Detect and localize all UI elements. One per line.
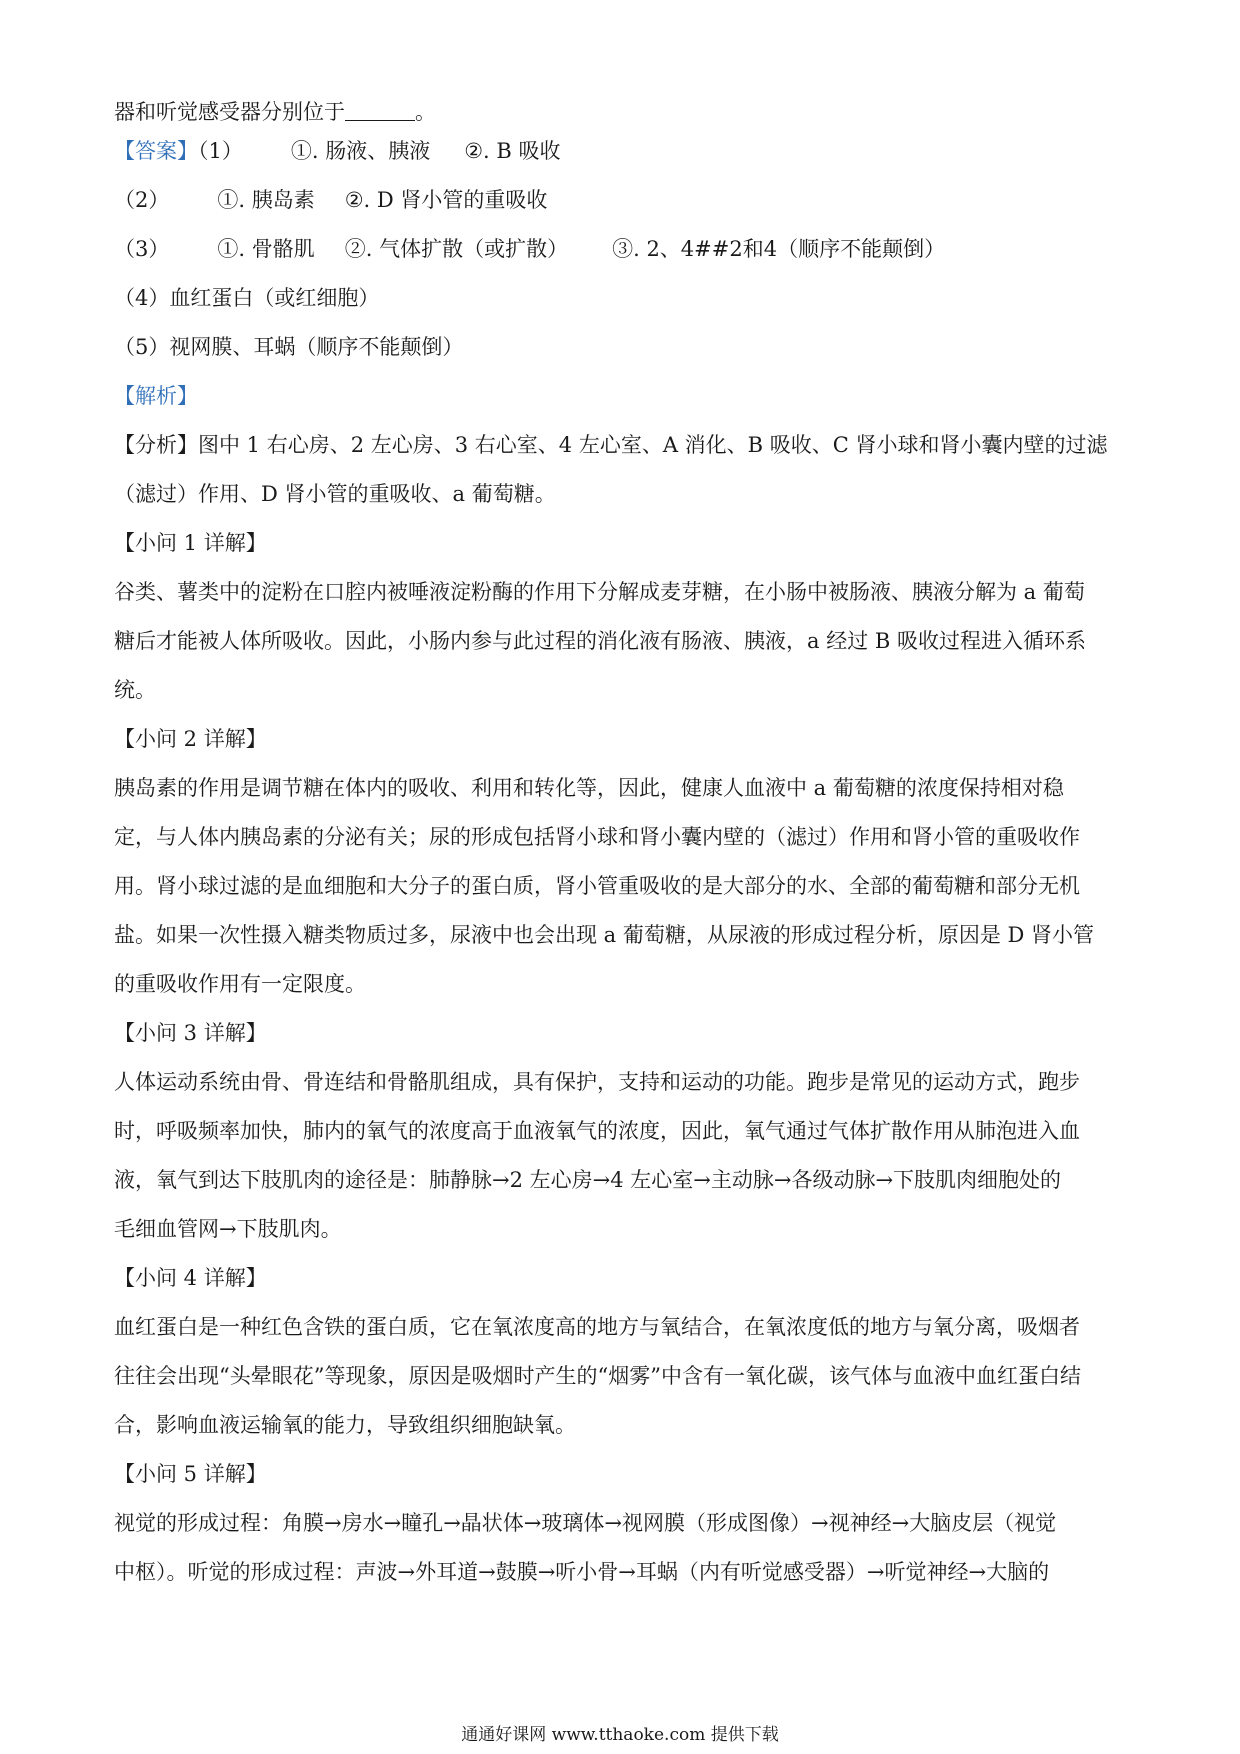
answer-part: ①. 胰岛素 <box>217 188 315 212</box>
answer-part: ①. 骨骼肌 <box>217 237 315 261</box>
answer-line-5: （5）视网膜、耳蜗（顺序不能颠倒） <box>114 335 464 359</box>
paragraph-line: 合，影响血液运输氧的能力，导致组织细胞缺氧。 <box>114 1413 576 1437</box>
paragraph-line: 往往会出现“头晕眼花”等现象，原因是吸烟时产生的“烟雾”中含有一氧化碳，该气体与血液中血红蛋白结 <box>114 1364 1081 1388</box>
paragraph-line: 定，与人体内胰岛素的分泌有关；尿的形成包括肾小球和肾小囊内壁的（滤过）作用和肾小管的重吸收作 <box>114 825 1080 849</box>
paragraph-line: 毛细血管网→下肢肌肉。 <box>114 1217 342 1241</box>
text-fragment: 。 <box>415 100 436 124</box>
analysis-text: （滤过）作用、D 肾小管的重吸收、a 葡萄糖。 <box>114 482 556 506</box>
paragraph-line: 盐。如果一次性摄入糖类物质过多，尿液中也会出现 a 葡萄糖，从尿液的形成过程分析，原因是 D 肾小管 <box>114 923 1095 947</box>
subquestion-heading: 【小问 5 详解】 <box>114 1462 267 1486</box>
text-line <box>114 97 1134 127</box>
subquestion-heading: 【小问 4 详解】 <box>114 1266 267 1290</box>
answer-part: ②. 气体扩散（或扩散） <box>344 237 569 261</box>
paragraph-line: 液，氧气到达下肢肌肉的途径是：肺静脉→2 左心房→4 左心室→主动脉→各级动脉→下肢肌肉细胞处的 <box>114 1168 1062 1192</box>
answer-part: ②. D 肾小管的重吸收 <box>344 188 548 212</box>
answer-part: ②. B 吸收 <box>464 139 561 163</box>
paragraph-line: 的重吸收作用有一定限度。 <box>114 972 366 996</box>
text-fragment: 器和听觉感受器分别位于 <box>114 100 345 124</box>
answer-line-4: （4）血红蛋白（或红细胞） <box>114 286 380 310</box>
paragraph-line: 中枢）。听觉的形成过程：声波→外耳道→鼓膜→听小骨→耳蜗（内有听觉感受器）→听觉神经→大脑的 <box>114 1560 1050 1584</box>
answer-part: ③. 2、4##2和4（顺序不能颠倒） <box>612 237 946 261</box>
answer-number: （1） <box>198 139 243 163</box>
analysis-text: 【分析】图中 1 右心房、2 左心房、3 右心室、4 左心室、A 消化、B 吸收、C 肾小球和肾小囊内壁的过滤 <box>114 433 1108 457</box>
paragraph-line: 谷类、薯类中的淀粉在口腔内被唾液淀粉酶的作用下分解成麦芽糖，在小肠中被肠液、胰液分解为 a 葡萄 <box>114 580 1085 604</box>
subquestion-heading: 【小问 2 详解】 <box>114 727 267 751</box>
paragraph-line: 用。肾小球过滤的是血细胞和大分子的蛋白质，肾小管重吸收的是大部分的水、全部的葡萄糖和部分无机 <box>114 874 1080 898</box>
paragraph-line: 时，呼吸频率加快，肺内的氧气的浓度高于血液氧气的浓度，因此，氧气通过气体扩散作用从肺泡进入血 <box>114 1119 1080 1143</box>
answer-line-1 <box>114 136 1134 166</box>
page-footer: 通通好课网 www.tthaoke.com 提供下载 <box>461 1725 779 1745</box>
paragraph-line: 视觉的形成过程：角膜→房水→瞳孔→晶状体→玻璃体→视网膜（形成图像）→视神经→大脑皮层（视觉 <box>114 1511 1057 1535</box>
subquestion-heading: 【小问 3 详解】 <box>114 1021 267 1045</box>
subquestion-heading: 【小问 1 详解】 <box>114 531 267 555</box>
paragraph-line: 人体运动系统由骨、骨连结和骨骼肌组成，具有保护，支持和运动的功能。跑步是常见的运动方式，跑步 <box>114 1070 1080 1094</box>
paragraph-line: 统。 <box>114 678 156 702</box>
paragraph-line: 血红蛋白是一种红色含铁的蛋白质，它在氧浓度高的地方与氧结合，在氧浓度低的地方与氧分离，吸烟者 <box>114 1315 1080 1339</box>
answer-label: 【答案】 <box>114 139 198 163</box>
answer-line-3 <box>114 234 1134 264</box>
paragraph-line: 糖后才能被人体所吸收。因此，小肠内参与此过程的消化液有肠液、胰液，a 经过 B 吸收过程进入循环系 <box>114 629 1086 653</box>
fill-blank <box>345 100 415 121</box>
analysis-label: 【解析】 <box>114 384 198 408</box>
answer-line-2 <box>114 185 1134 215</box>
answer-number: （3） <box>114 237 170 261</box>
answer-number: （2） <box>114 188 170 212</box>
paragraph-line: 胰岛素的作用是调节糖在体内的吸收、利用和转化等，因此，健康人血液中 a 葡萄糖的浓度保持相对稳 <box>114 776 1064 800</box>
answer-part: ①. 肠液、胰液 <box>290 139 431 163</box>
